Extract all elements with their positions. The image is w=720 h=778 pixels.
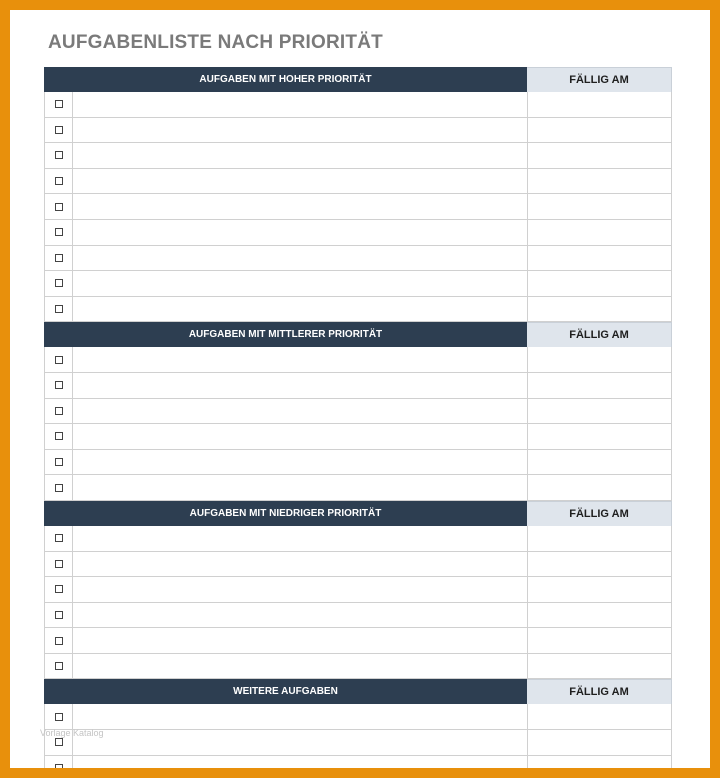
task-cell[interactable] — [73, 450, 528, 475]
task-row — [44, 246, 672, 272]
due-date-cell[interactable] — [528, 246, 672, 271]
watermark-text: Vorlage Katalog — [40, 728, 104, 738]
task-row — [44, 399, 672, 425]
checkbox-icon[interactable] — [55, 305, 63, 313]
task-cell[interactable] — [73, 118, 528, 143]
section-title: AUFGABEN MIT NIEDRIGER PRIORITÄT — [44, 501, 527, 526]
document-page — [10, 10, 710, 768]
checkbox-cell[interactable] — [44, 143, 73, 168]
task-cell[interactable] — [73, 424, 528, 449]
task-sections — [44, 67, 672, 768]
checkbox-cell[interactable] — [44, 552, 73, 577]
section-title: AUFGABEN MIT MITTLERER PRIORITÄT — [44, 322, 527, 347]
checkbox-cell[interactable] — [44, 399, 73, 424]
checkbox-icon[interactable] — [55, 279, 63, 287]
task-cell[interactable] — [73, 297, 528, 322]
task-section — [44, 322, 672, 501]
task-cell[interactable] — [73, 169, 528, 194]
due-date-cell[interactable] — [528, 756, 672, 768]
checkbox-cell[interactable] — [44, 118, 73, 143]
task-cell[interactable] — [73, 704, 528, 729]
task-row — [44, 194, 672, 220]
checkbox-cell[interactable] — [44, 756, 73, 768]
checkbox-icon[interactable] — [55, 254, 63, 262]
task-row — [44, 297, 672, 323]
due-date-cell[interactable] — [528, 271, 672, 296]
task-row — [44, 373, 672, 399]
checkbox-cell[interactable] — [44, 577, 73, 602]
due-date-header: FÄLLIG AM — [527, 322, 672, 347]
checkbox-cell[interactable] — [44, 704, 73, 729]
task-section — [44, 67, 672, 322]
due-date-cell[interactable] — [528, 169, 672, 194]
checkbox-cell[interactable] — [44, 373, 73, 398]
task-row — [44, 347, 672, 373]
task-cell[interactable] — [73, 143, 528, 168]
due-date-cell[interactable] — [528, 373, 672, 398]
task-cell[interactable] — [73, 756, 528, 768]
checkbox-icon[interactable] — [55, 228, 63, 236]
checkbox-icon[interactable] — [55, 560, 63, 568]
due-date-cell[interactable] — [528, 118, 672, 143]
task-cell[interactable] — [73, 526, 528, 551]
checkbox-icon[interactable] — [55, 662, 63, 670]
checkbox-icon[interactable] — [55, 637, 63, 645]
task-row — [44, 118, 672, 144]
task-cell[interactable] — [73, 373, 528, 398]
due-date-cell[interactable] — [528, 552, 672, 577]
task-section — [44, 679, 672, 768]
checkbox-icon[interactable] — [55, 407, 63, 415]
task-cell[interactable] — [73, 577, 528, 602]
due-date-cell[interactable] — [528, 654, 672, 679]
checkbox-cell[interactable] — [44, 450, 73, 475]
due-date-cell[interactable] — [528, 577, 672, 602]
due-date-cell[interactable] — [528, 603, 672, 628]
due-date-cell[interactable] — [528, 194, 672, 219]
checkbox-icon[interactable] — [55, 458, 63, 466]
task-row — [44, 220, 672, 246]
checkbox-icon[interactable] — [55, 585, 63, 593]
section-header — [44, 67, 672, 92]
task-cell[interactable] — [73, 654, 528, 679]
task-cell[interactable] — [73, 603, 528, 628]
checkbox-cell[interactable] — [44, 526, 73, 551]
checkbox-cell[interactable] — [44, 628, 73, 653]
task-cell[interactable] — [73, 399, 528, 424]
due-date-header: FÄLLIG AM — [527, 67, 672, 92]
checkbox-icon[interactable] — [55, 738, 63, 746]
task-row — [44, 704, 672, 730]
section-header — [44, 322, 672, 347]
task-cell[interactable] — [73, 220, 528, 245]
checkbox-icon[interactable] — [55, 764, 63, 768]
task-cell[interactable] — [73, 552, 528, 577]
section-header — [44, 501, 672, 526]
checkbox-cell[interactable] — [44, 297, 73, 322]
due-date-header: FÄLLIG AM — [527, 679, 672, 704]
checkbox-icon[interactable] — [55, 203, 63, 211]
checkbox-cell[interactable] — [44, 92, 73, 117]
checkbox-icon[interactable] — [55, 432, 63, 440]
task-row — [44, 756, 672, 768]
task-row — [44, 526, 672, 552]
task-cell[interactable] — [73, 475, 528, 500]
task-row — [44, 271, 672, 297]
task-row — [44, 450, 672, 476]
task-row — [44, 628, 672, 654]
checkbox-icon[interactable] — [55, 534, 63, 542]
task-row — [44, 654, 672, 680]
due-date-cell[interactable] — [528, 399, 672, 424]
checkbox-cell[interactable] — [44, 654, 73, 679]
due-date-cell[interactable] — [528, 475, 672, 500]
task-cell[interactable] — [73, 194, 528, 219]
due-date-cell[interactable] — [528, 92, 672, 117]
task-row — [44, 552, 672, 578]
due-date-cell[interactable] — [528, 143, 672, 168]
task-cell[interactable] — [73, 628, 528, 653]
due-date-cell[interactable] — [528, 450, 672, 475]
task-row — [44, 577, 672, 603]
checkbox-cell[interactable] — [44, 246, 73, 271]
task-row — [44, 475, 672, 501]
task-cell[interactable] — [73, 246, 528, 271]
task-section — [44, 501, 672, 680]
due-date-cell[interactable] — [528, 220, 672, 245]
due-date-header: FÄLLIG AM — [527, 501, 672, 526]
checkbox-icon[interactable] — [55, 713, 63, 721]
task-row — [44, 730, 672, 756]
checkbox-icon[interactable] — [55, 484, 63, 492]
section-title: WEITERE AUFGABEN — [44, 679, 527, 704]
checkbox-icon[interactable] — [55, 381, 63, 389]
due-date-cell[interactable] — [528, 730, 672, 755]
checkbox-cell[interactable] — [44, 424, 73, 449]
due-date-cell[interactable] — [528, 526, 672, 551]
due-date-cell[interactable] — [528, 297, 672, 322]
checkbox-icon[interactable] — [55, 126, 63, 134]
checkbox-icon[interactable] — [55, 151, 63, 159]
task-row — [44, 169, 672, 195]
due-date-cell[interactable] — [528, 704, 672, 729]
checkbox-cell[interactable] — [44, 271, 73, 296]
checkbox-cell[interactable] — [44, 220, 73, 245]
checkbox-icon[interactable] — [55, 356, 63, 364]
task-row — [44, 424, 672, 450]
section-header — [44, 679, 672, 704]
checkbox-icon[interactable] — [55, 611, 63, 619]
checkbox-cell[interactable] — [44, 603, 73, 628]
checkbox-cell[interactable] — [44, 169, 73, 194]
checkbox-cell[interactable] — [44, 194, 73, 219]
checkbox-cell[interactable] — [44, 475, 73, 500]
checkbox-cell[interactable] — [44, 347, 73, 372]
checkbox-icon[interactable] — [55, 177, 63, 185]
due-date-cell[interactable] — [528, 347, 672, 372]
task-row — [44, 603, 672, 629]
task-cell[interactable] — [73, 730, 528, 755]
task-cell[interactable] — [73, 271, 528, 296]
due-date-cell[interactable] — [528, 424, 672, 449]
page-title: AUFGABENLISTE NACH PRIORITÄT — [48, 32, 383, 53]
task-cell[interactable] — [73, 347, 528, 372]
checkbox-icon[interactable] — [55, 100, 63, 108]
task-cell[interactable] — [73, 92, 528, 117]
due-date-cell[interactable] — [528, 628, 672, 653]
task-row — [44, 92, 672, 118]
task-row — [44, 143, 672, 169]
section-title: AUFGABEN MIT HOHER PRIORITÄT — [44, 67, 527, 92]
